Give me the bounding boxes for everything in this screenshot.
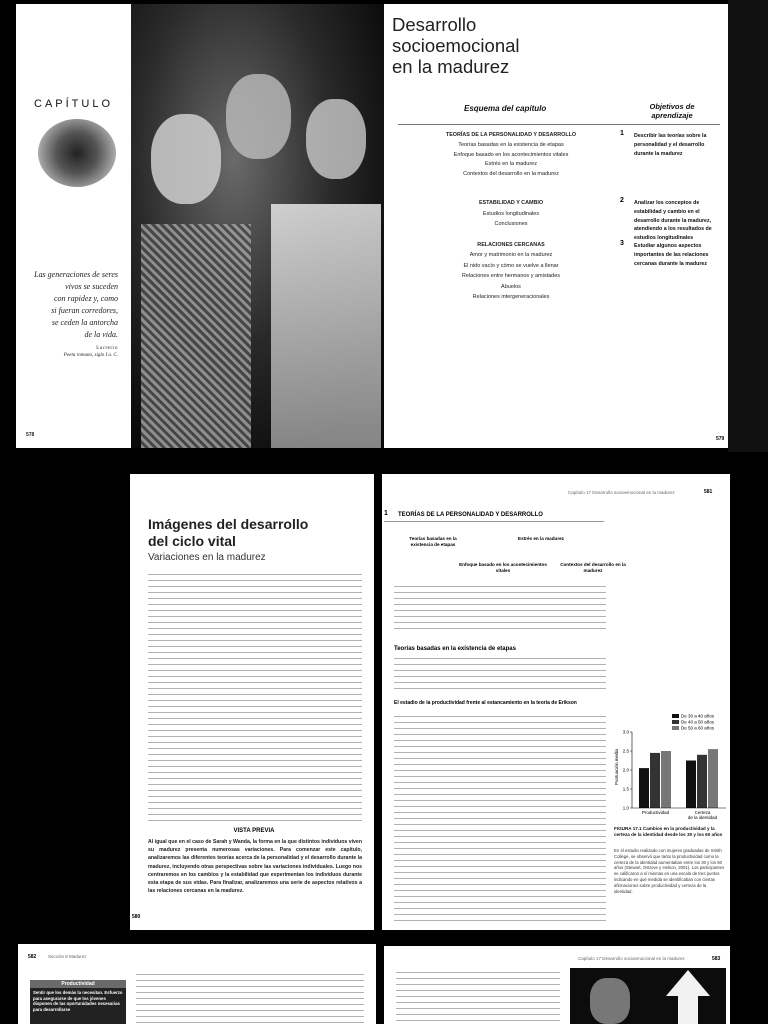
chapter-photo bbox=[131, 4, 388, 448]
page-number: 578 bbox=[26, 432, 35, 438]
body-text-block bbox=[394, 586, 606, 632]
body-text-block bbox=[394, 658, 606, 694]
y-tick-label: 1.0 bbox=[622, 805, 629, 811]
figure-caption: FIGURA 17.1 Cambios en la productividad y la certeza de la identidad desde los 30 y los 60 años bbox=[614, 826, 723, 838]
heading-rule bbox=[398, 124, 720, 125]
running-head: Sección 8 Madurez bbox=[48, 954, 87, 959]
page-number: 583 bbox=[712, 956, 721, 962]
bar bbox=[661, 751, 671, 808]
productivity-identity-chart bbox=[610, 712, 730, 822]
map-item: Enfoque basado en los acontecimientos vitales bbox=[459, 562, 547, 573]
sidebar-title: Productividad bbox=[30, 980, 126, 988]
objective-3: Estudiar algunos aspectos importantes de las relaciones cercanas durante la madurez bbox=[634, 243, 709, 267]
epigraph: Las generaciones de seres vivos se suceden con rapidez y, como si fueran corredores, se ceden la antorcha de la vida. Lucrecio Poeta romano, siglo I a. C. bbox=[16, 269, 118, 359]
bar bbox=[639, 768, 649, 808]
vista-previa-text: Al igual que en el caso de Sarah y Wanda, la forma en la que distintos individuos viven su madurez presenta numerosas variaciones. Para comenzar este capítulo, analizaremos las diferentes teorías acerca de la personalidad y el desarrollo durante la madurez, incluyendo otras perspectivas sobre las variaciones individuales. Luego nos centraremos en los cambios y la estabilidad que experimentan los individuos durante esta etapa de sus vidas. Para finalizar, analizaremos una serie de aspectos relativos a las relaciones cercanas en la madurez. bbox=[148, 839, 362, 895]
chapter-title: Desarrollo socioemocional en la madurez bbox=[392, 14, 520, 77]
map-item: Contextos del desarrollo en la madurez bbox=[560, 562, 626, 573]
subsubheading: El estadio de la productividad frente al estancamiento en la teoría de Erikson bbox=[394, 700, 577, 706]
y-tick-label: 3.0 bbox=[622, 729, 629, 735]
section-rule bbox=[384, 521, 604, 522]
page-number: 582 bbox=[28, 954, 37, 960]
legend-label: De 50 a 60 años bbox=[681, 725, 715, 731]
arrow-up-graphic bbox=[666, 970, 710, 996]
legend-swatch bbox=[672, 714, 679, 718]
dark-edge bbox=[728, 0, 768, 452]
objetivos-heading: Objetivos de aprendizaje bbox=[649, 102, 695, 120]
bar bbox=[697, 755, 707, 808]
body-text-block bbox=[136, 974, 364, 1024]
vista-previa-heading: VISTA PREVIA bbox=[233, 828, 275, 834]
text-page bbox=[378, 474, 730, 930]
subheading: Teorías basadas en la existencia de etapas bbox=[394, 646, 516, 652]
page-number: 579 bbox=[716, 436, 725, 442]
spread-gap bbox=[374, 468, 382, 938]
esquema-heading: Esquema del capítulo bbox=[464, 104, 547, 113]
outline-section-2: ESTABILIDAD Y CAMBIO Estudios longitudinales Conclusiones bbox=[478, 200, 544, 227]
body-text-block bbox=[394, 716, 606, 922]
legend-label: De 40 a 50 años bbox=[681, 719, 715, 725]
sidebar-box bbox=[30, 980, 126, 1024]
spread-3 bbox=[0, 944, 768, 1024]
chapter-opener-right-page bbox=[384, 4, 728, 448]
epigraph-author: Lucrecio bbox=[96, 346, 118, 351]
bar bbox=[686, 761, 696, 809]
chapter-number-emblem bbox=[38, 119, 116, 187]
map-item: Teorías basadas en la existencia de etapas bbox=[409, 536, 457, 547]
outline-section-3: RELACIONES CERCANAS Amor y matrimonio en la madurez El nido vacío y cómo se vuelve a llenar Relaciones entre hermanos y amistades Abuelos Relaciones intergeneracionales bbox=[461, 242, 561, 301]
capitulo-label: CAPÍTULO bbox=[34, 98, 114, 110]
partial-right-page bbox=[384, 946, 730, 1024]
partial-left-page bbox=[18, 944, 376, 1024]
legend-swatch bbox=[672, 720, 679, 724]
x-category-label: Certeza de la identidad bbox=[687, 810, 718, 820]
section-number: 1 bbox=[384, 510, 388, 517]
running-head: Capítulo 17 Desarrollo socioemocional en la madurez bbox=[568, 490, 675, 495]
legend-swatch bbox=[672, 726, 679, 730]
legend-label: De 30 a 40 años bbox=[681, 713, 715, 719]
y-axis-label: Puntuación media bbox=[614, 748, 619, 786]
page-number: 581 bbox=[704, 489, 713, 495]
bar bbox=[708, 749, 718, 808]
vignette-page bbox=[130, 474, 378, 930]
objective-2: Analizar los conceptos de estabilidad y cambio en el desarrollo durante la madurez, atendiendo a los resultados de estudios longitudinales bbox=[634, 200, 712, 242]
x-category-label: Productividad bbox=[641, 810, 670, 815]
outline-section-1: TEORÍAS DE LA PERSONALIDAD Y DESARROLLO Teorías basadas en la existencia de etapas Enfoque basado en los acontecimientos vitales Estrés en la madurez Contextos del desarrollo en la madurez bbox=[445, 132, 577, 178]
objective-number-2: 2 bbox=[620, 197, 624, 204]
bar bbox=[650, 753, 660, 808]
photo bbox=[570, 968, 726, 1024]
vignette-body bbox=[148, 574, 362, 824]
sidebar-text: Sentir que los demás la necesitan. Esfuerzo para asegurarse de que los jóvenes disponen de las oportunidades necesarias para desarrollarse bbox=[33, 990, 123, 1012]
chapter-opener-left-page bbox=[16, 4, 388, 448]
vignette-title: Imágenes del desarrollo del ciclo vital bbox=[148, 516, 309, 549]
objective-number-3: 3 bbox=[620, 240, 624, 247]
objective-1: Describir las teorías sobre la personalidad y el desarrollo durante la madurez bbox=[634, 133, 707, 157]
spread-1 bbox=[0, 0, 768, 452]
epigraph-source: Poeta romano, siglo I a. C. bbox=[63, 353, 118, 358]
figure-note: En el estudio realizado con mujeres graduadas de Smith College, se observó que tanto la productividad como la certeza de la identidad aumentaban entre los 30 y los 60 años (Stewart, Ostrove y Helson, 2001). Los participantes se calificaron a sí mismas en una escala de tres puntos indicando en qué medida se identificaban con ciertas afirmaciones sobre productividad y certeza de la identidad. bbox=[614, 848, 725, 894]
y-tick-label: 2.5 bbox=[622, 748, 629, 754]
body-text-block bbox=[396, 972, 560, 1024]
spread-2 bbox=[0, 468, 768, 938]
section-heading: TEORÍAS DE LA PERSONALIDAD Y DESARROLLO bbox=[398, 512, 543, 518]
page-number: 580 bbox=[132, 914, 141, 920]
map-item: Estrés en la madurez bbox=[518, 536, 564, 541]
vignette-subtitle: Variaciones en la madurez bbox=[148, 552, 266, 563]
y-tick-label: 2.0 bbox=[622, 767, 629, 773]
objective-number-1: 1 bbox=[620, 130, 624, 137]
running-head: Capítulo 17 Desarrollo socioemocional en la madurez bbox=[578, 956, 685, 961]
y-tick-label: 1.5 bbox=[622, 786, 629, 792]
